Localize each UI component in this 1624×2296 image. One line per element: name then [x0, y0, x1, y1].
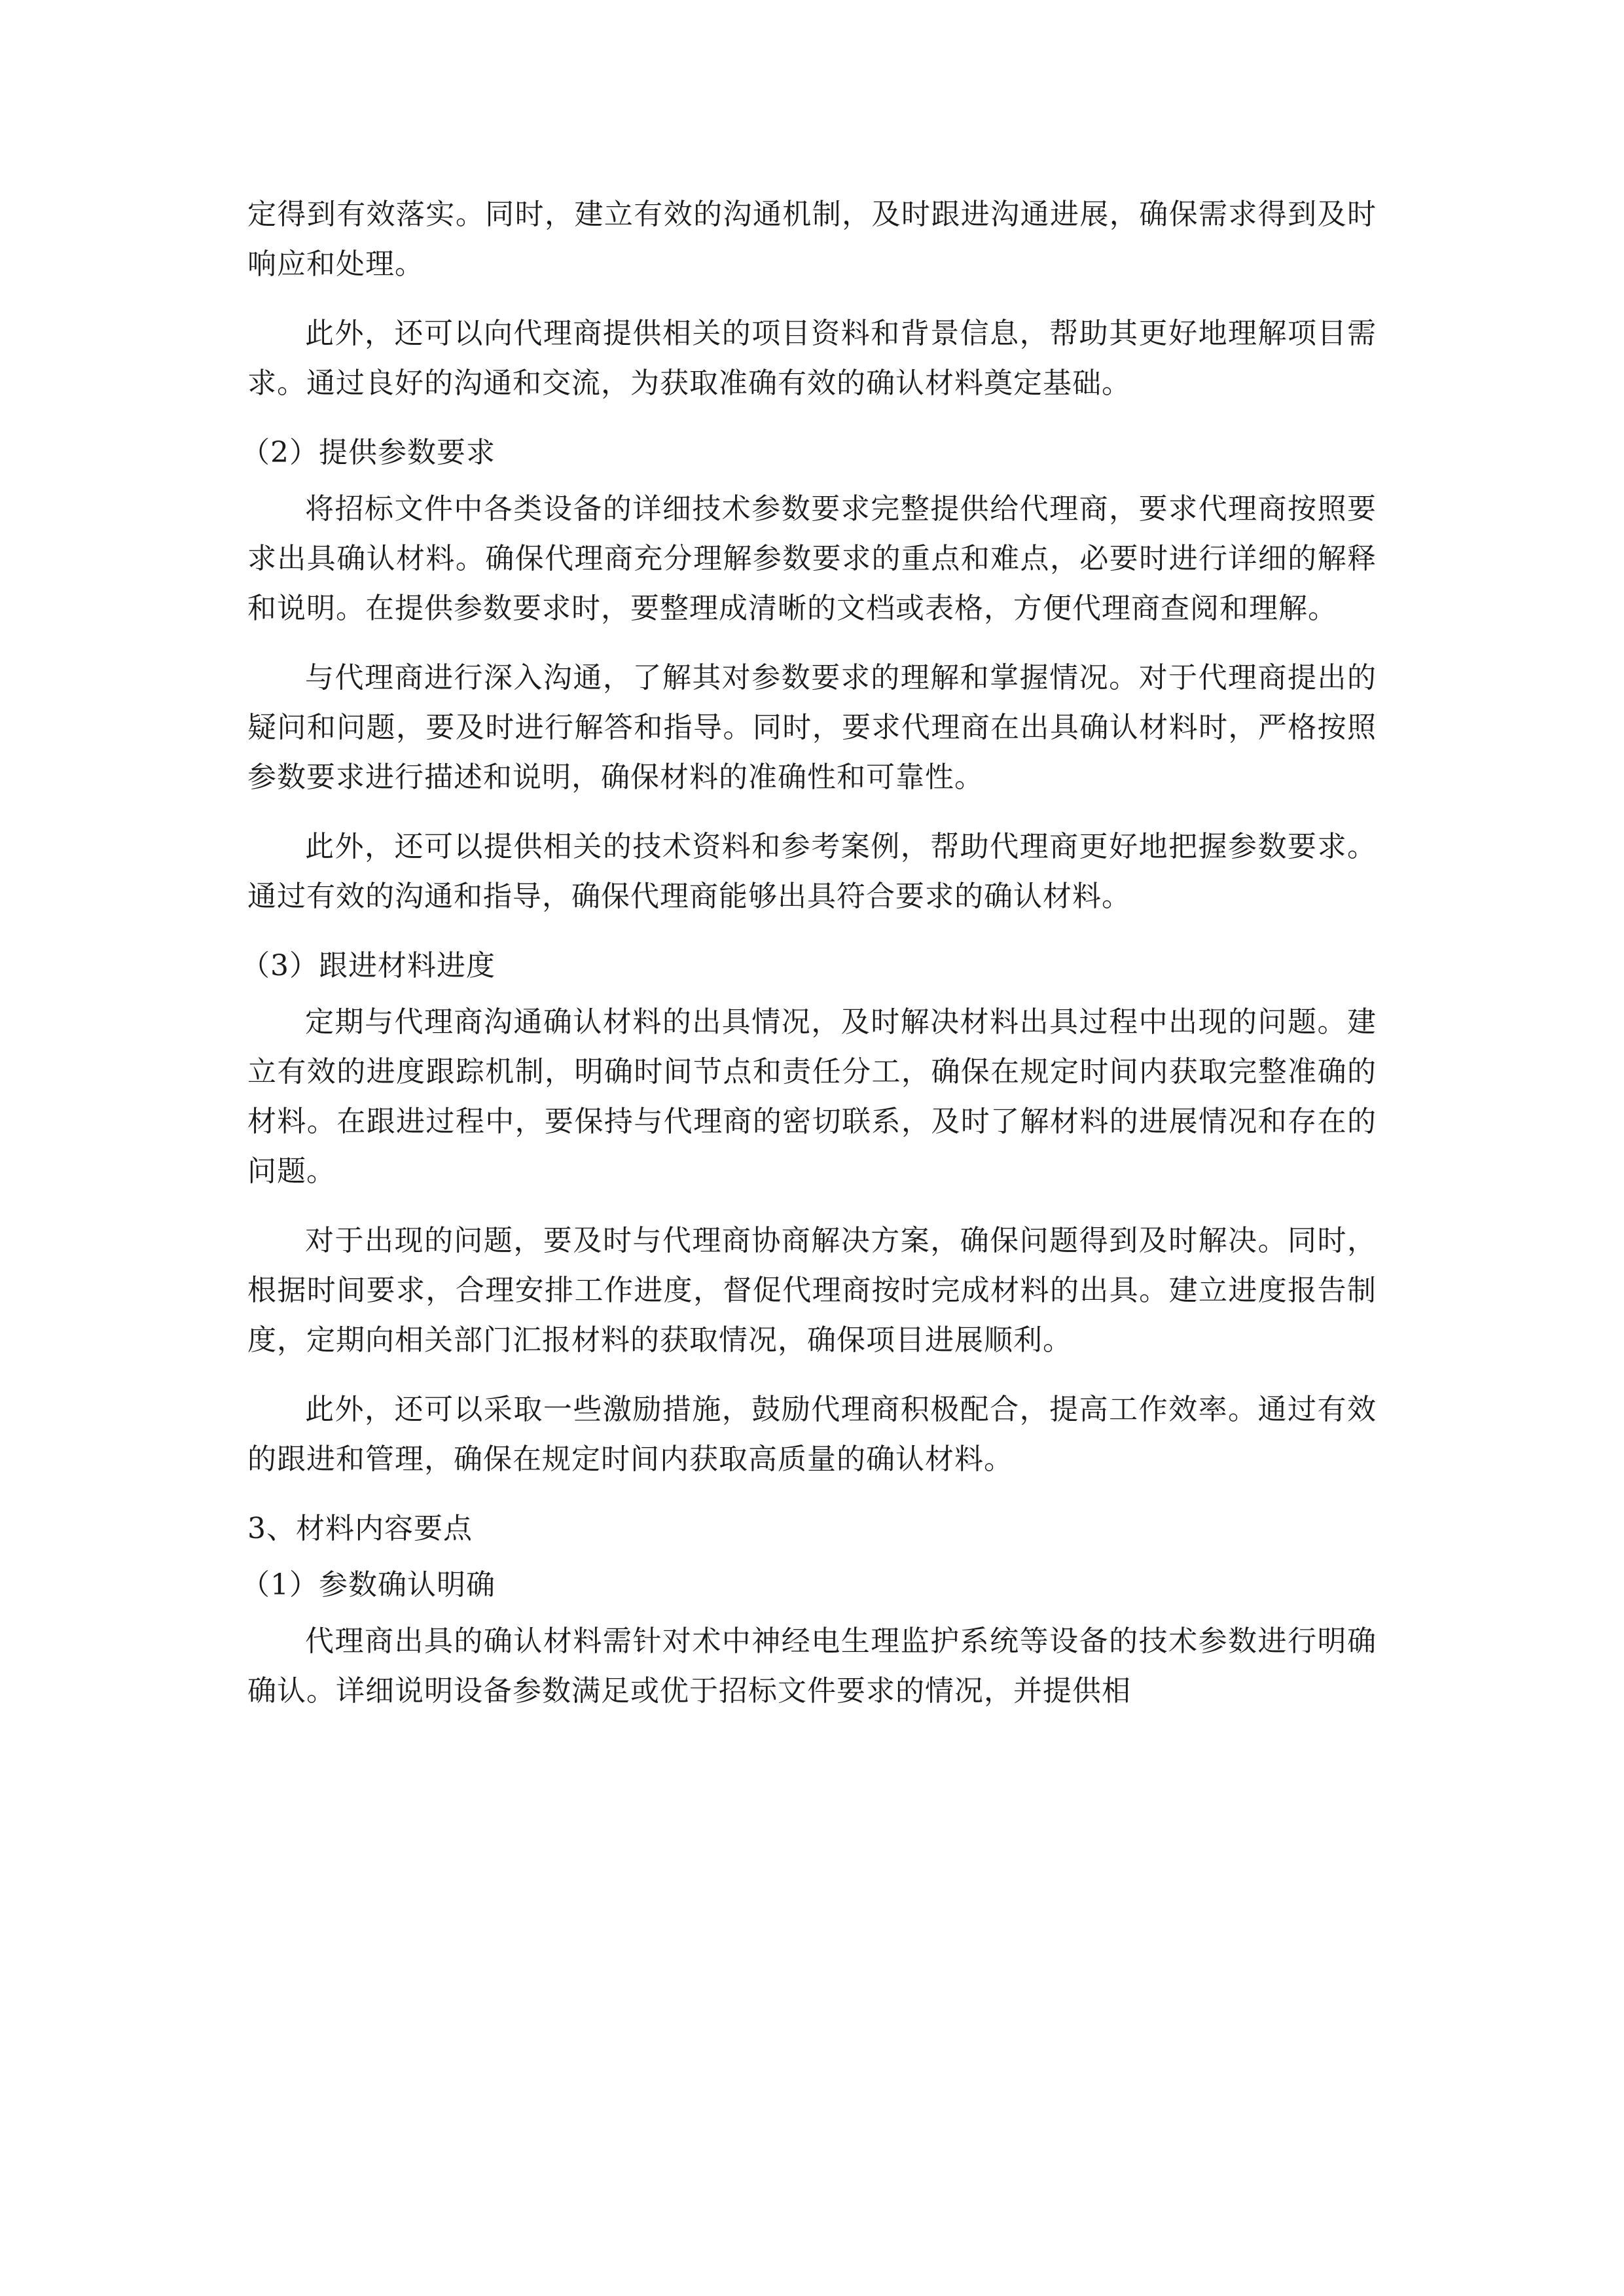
document-body	[241, 190, 1377, 1736]
paragraph-continued: 定得到有效落实。同时，建立有效的沟通机制，及时跟进沟通进展，确保需求得到及时响应和处理。	[247, 198, 1377, 281]
paragraph: 此外，还可以采取一些激励措施，鼓励代理商积极配合，提高工作效率。通过有效的跟进和管理，确保在规定时间内获取高质量的确认材料。	[247, 1393, 1377, 1476]
paragraph: 定期与代理商沟通确认材料的出具情况，及时解决材料出具过程中出现的问题。建立有效的进度跟踪机制，明确时间节点和责任分工，确保在规定时间内获取完整准确的材料。在跟进过程中，要保持与代理商的密切联系，及时了解材料的进展情况和存在的问题。	[247, 1005, 1377, 1188]
subheading-follow-progress: （3）跟进材料进度	[241, 949, 496, 982]
subheading-provide-parameters: （2）提供参数要求	[241, 436, 496, 469]
section-heading-material-content: 3、材料内容要点	[247, 1512, 473, 1545]
subheading-parameter-confirmation: （1）参数确认明确	[241, 1568, 496, 1602]
paragraph: 将招标文件中各类设备的详细技术参数要求完整提供给代理商，要求代理商按照要求出具确认材料。确保代理商充分理解参数要求的重点和难点，必要时进行详细的解释和说明。在提供参数要求时，要整理成清晰的文档或表格，方便代理商查阅和理解。	[247, 492, 1377, 625]
paragraph: 对于出现的问题，要及时与代理商协商解决方案，确保问题得到及时解决。同时，根据时间要求，合理安排工作进度，督促代理商按时完成材料的出具。建立进度报告制度，定期向相关部门汇报材料的获取情况，确保项目进展顺利。	[247, 1224, 1377, 1357]
paragraph: 与代理商进行深入沟通，了解其对参数要求的理解和掌握情况。对于代理商提出的疑问和问题，要及时进行解答和指导。同时，要求代理商在出具确认材料时，严格按照参数要求进行描述和说明，确保材料的准确性和可靠性。	[247, 661, 1377, 794]
paragraph: 此外，还可以提供相关的技术资料和参考案例，帮助代理商更好地把握参数要求。通过有效的沟通和指导，确保代理商能够出具符合要求的确认材料。	[247, 830, 1377, 913]
paragraph: 此外，还可以向代理商提供相关的项目资料和背景信息，帮助其更好地理解项目需求。通过良好的沟通和交流，为获取准确有效的确认材料奠定基础。	[247, 317, 1377, 400]
paragraph: 代理商出具的确认材料需针对术中神经电生理监护系统等设备的技术参数进行明确确认。详细说明设备参数满足或优于招标文件要求的情况，并提供相	[247, 1624, 1377, 1708]
